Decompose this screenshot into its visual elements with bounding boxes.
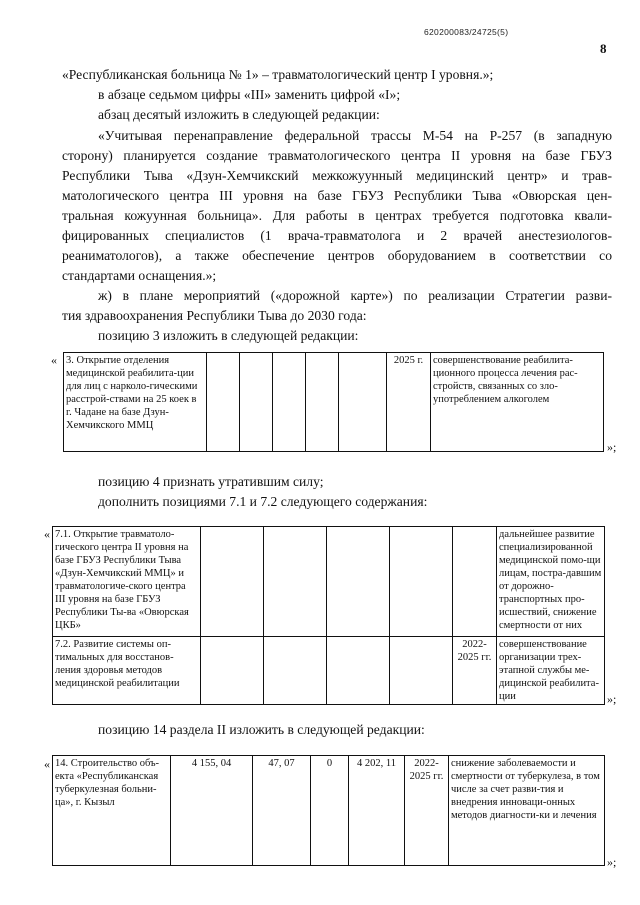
table-cell [327, 637, 390, 705]
table-cell: совершенствование реабилита-ционного процесса лечения рас-стройств, связанных со зло-употреблением алкоголем [431, 353, 604, 452]
table-cell [339, 353, 387, 452]
table-cell: 4 155, 04 [171, 756, 253, 866]
table-cell: 4 202, 11 [349, 756, 405, 866]
table-cell [273, 353, 306, 452]
table-cell [306, 353, 339, 452]
table-cell [264, 527, 327, 637]
document-code: 620200083/24725(5) [424, 27, 509, 37]
table-row [53, 756, 605, 866]
paragraph-2-line-2: тия здравоохранения Республики Тыва до 2030 года: [62, 308, 367, 323]
table-cell [453, 527, 497, 637]
text-line-4: позицию 3 изложить в следующей редакции: [98, 328, 359, 343]
text-line-2: в абзаце седьмом цифры «III» заменить цифрой «I»; [98, 87, 401, 102]
table-cell: 2022-2025 гг. [453, 637, 497, 705]
table-cell: 7.1. Открытие травматоло-гического центра II уровня на базе ГБУЗ Республики Тыва «Дзун-Хемчикский ММЦ» и травматологиче-ского центра III уровня на базе ГБУЗ Республики Ты-ва «Овюрская ЦКБ» [53, 527, 201, 637]
text-line-1: «Республиканская больница № 1» – травматологический центр I уровня.»; [62, 67, 494, 82]
text-line-5: позицию 4 признать утратившим силу; [98, 474, 324, 489]
paragraph-1-line-3: Республики Тыва «Дзун-Хемчикский межкожуунный медицинский центр» и трав- [62, 168, 612, 183]
table-cell [327, 527, 390, 637]
paragraph-1-line-7: реаниматологов), а также обеспечение центров оборудованием в соответствии со [62, 248, 612, 263]
paragraph-1-line-1: «Учитывая перенаправление федеральной трассы М-54 на Р-257 (в западную [98, 128, 612, 143]
table-cell [201, 527, 264, 637]
open-quote-3: « [44, 757, 50, 771]
paragraph-1-line-8: стандартами оснащения.»; [62, 268, 217, 283]
page-number: 8 [600, 41, 607, 56]
paragraph-1-line-4: матологического центра III уровня на базе ГБУЗ Республики Тыва «Овюрская цен- [62, 188, 612, 203]
text-line-6: дополнить позициями 7.1 и 7.2 следующего содержания: [98, 494, 428, 509]
table-row [64, 353, 604, 452]
table-cell [390, 637, 453, 705]
table-cell: дальнейшее развитие специализированной медицинской помо-щи лицам, постра-давшим от дорожно-транспортных про-исшествий, снижение смертности от них [497, 527, 605, 637]
table-cell [264, 637, 327, 705]
close-quote-2: »; [607, 692, 617, 706]
table-cell: снижение заболеваемости и смертности от туберкулеза, в том числе за счет разви-тия и внедрения инноваци-онных методов диагности-ки и лечения [449, 756, 605, 866]
table-cell: 3. Открытие отделения медицинской реабилита-ции для лиц с нарколо-гическими расстрой-ствами на 25 коек в г. Чадане на базе Дзун-Хемчикского ММЦ [64, 353, 207, 452]
table-row [53, 527, 605, 637]
paragraph-1-line-5: тральная кожуунная больница». Для работы в центрах требуется подготовка квали- [62, 208, 612, 223]
paragraph-1-line-2: сторону) планируется создание травматологического центра II уровня на базе ГБУЗ [62, 148, 612, 163]
table-cell [240, 353, 273, 452]
text-line-3: абзац десятый изложить в следующей редакции: [98, 107, 380, 122]
close-quote-1: »; [607, 440, 617, 454]
table-cell: 2022-2025 гг. [405, 756, 449, 866]
table-cell [207, 353, 240, 452]
table-position-14 [52, 755, 605, 866]
table-cell [201, 637, 264, 705]
table-positions-7-1-7-2 [52, 526, 605, 705]
table-cell: 14. Строительство объ-екта «Республиканская туберкулезная больни-ца», г. Кызыл [53, 756, 171, 866]
table-cell [390, 527, 453, 637]
table-position-3 [63, 352, 604, 452]
table-cell: 7.2. Развитие системы оп-тимальных для восстанов-ления здоровья методов медицинской реабилитации [53, 637, 201, 705]
table-cell: совершенствование организации трех-этапной службы ме-дицинской реабилита-ции [497, 637, 605, 705]
table-cell: 47, 07 [253, 756, 311, 866]
table-cell: 2025 г. [387, 353, 431, 452]
paragraph-1-line-6: фицированных специалистов (1 врача-травматолога и 2 врачей анестезиологов- [62, 228, 612, 243]
table-row [53, 637, 605, 705]
open-quote-2: « [44, 527, 50, 541]
open-quote-1: « [51, 353, 57, 367]
text-line-7: позицию 14 раздела II изложить в следующей редакции: [98, 722, 425, 737]
table-cell: 0 [311, 756, 349, 866]
paragraph-2-line-1: ж) в плане мероприятий («дорожной карте») по реализации Стратегии разви- [98, 288, 612, 303]
close-quote-3: »; [607, 855, 617, 869]
